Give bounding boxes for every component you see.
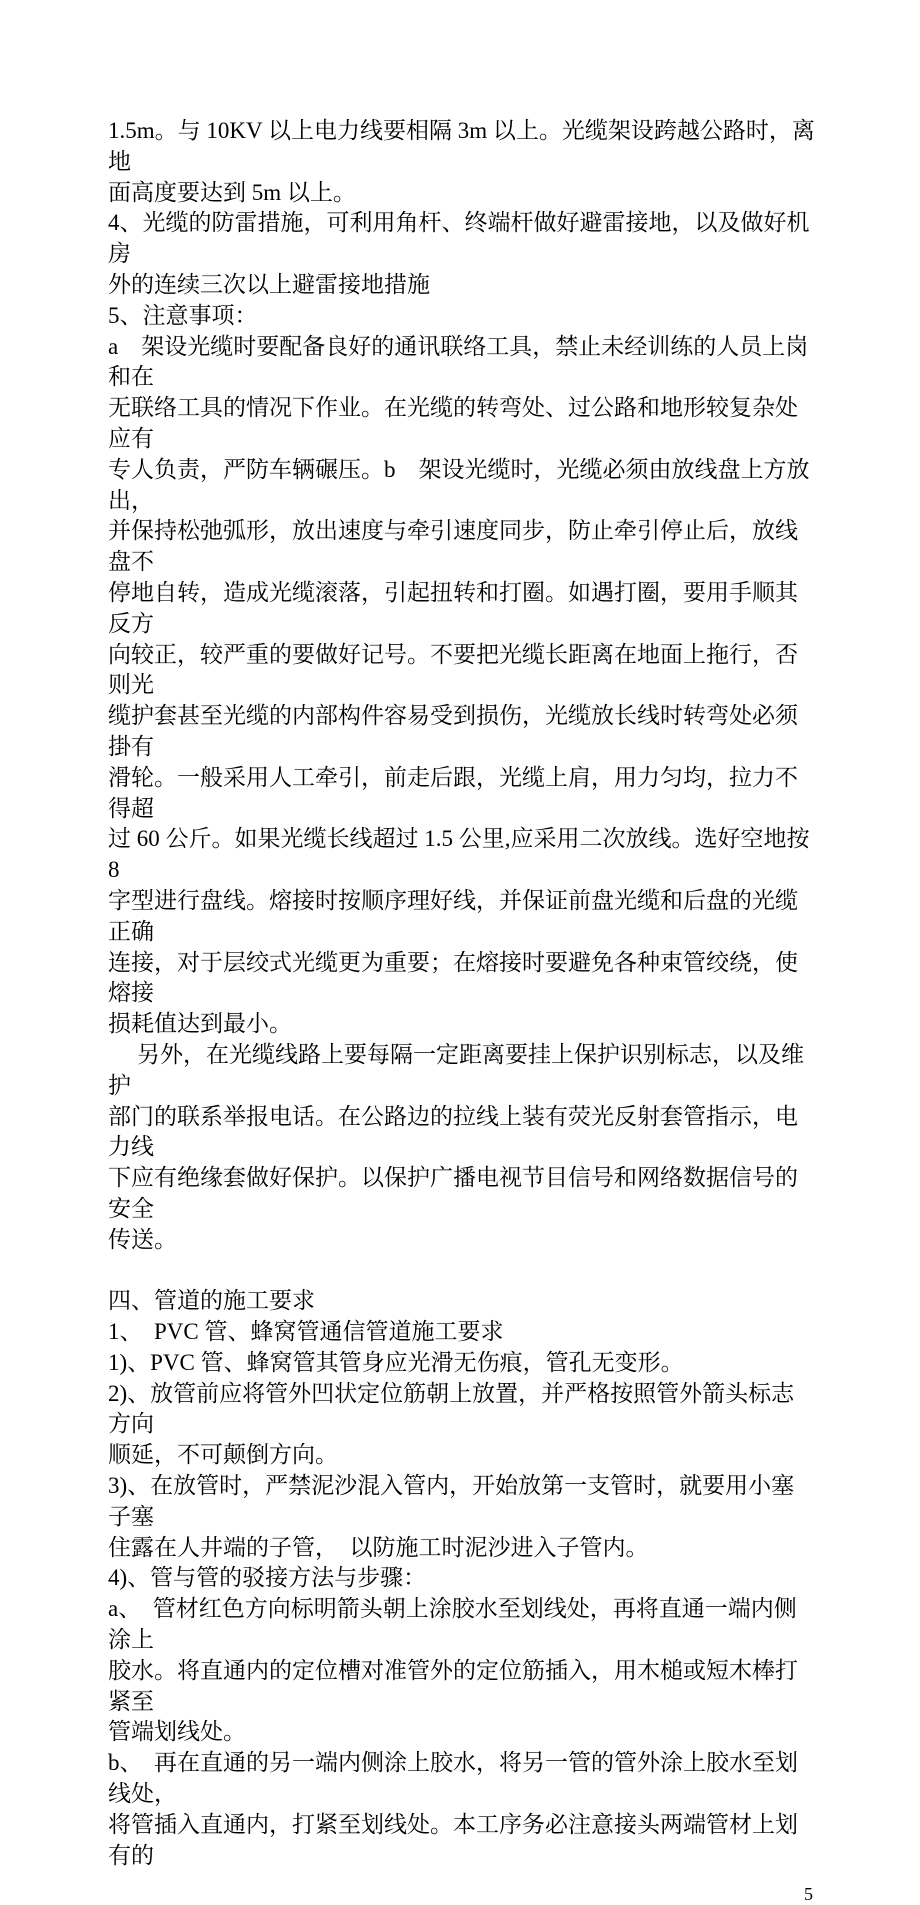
text-line: 连接，对于层绞式光缆更为重要；在熔接时要避免各种束管绞绕，使熔接 bbox=[108, 949, 798, 1006]
text-line: 缆护套甚至光缆的内部构件容易受到损伤，光缆放长线时转弯处必须掛有 bbox=[108, 703, 798, 759]
text-line: 字型进行盘线。熔接时按顺序理好线，并保证前盘光缆和后盘的光缆正确 bbox=[108, 887, 798, 944]
text-line: 管端划线处。 bbox=[108, 1719, 246, 1745]
text-line: 5、注意事项： bbox=[108, 302, 258, 328]
text-line: 3)、在放管时，严禁泥沙混入管内，开始放第一支管时，就要用小塞子塞 bbox=[108, 1473, 795, 1529]
text-line: 停地自转，造成光缆滚落，引起扭转和打圈。如遇打圈，要用手顺其反方 bbox=[108, 579, 798, 636]
text-line: 另外，在光缆线路上要每隔一定距离要挂上保护识别标志，以及维护 bbox=[108, 1041, 804, 1098]
text-line: 专人负责，严防车辆碾压。b 架设光缆时，光缆必须由放线盘上方放出， bbox=[108, 456, 810, 513]
text-line: a 架设光缆时要配备良好的通讯联络工具，禁止未经训练的人员上岗和在 bbox=[108, 333, 809, 390]
page-number: 5 bbox=[804, 1884, 813, 1905]
text-line: 4、光缆的防雷措施，可利用角杆、终端杆做好避雷接地，以及做好机房 bbox=[108, 210, 810, 267]
text-line: 面高度要达到 5m 以上。 bbox=[108, 179, 356, 205]
text-line: 住露在人井端的子管， 以防施工时泥沙进入子管内。 bbox=[108, 1534, 649, 1560]
text-line: 下应有绝缘套做好保护。以保护广播电视节目信号和网络数据信号的安全 bbox=[108, 1165, 798, 1221]
text-line: 无联络工具的情况下作业。在光缆的转弯处、过公路和地形较复杂处应有 bbox=[108, 395, 798, 451]
text-line: 部门的联系举报电话。在公路边的拉线上装有荧光反射套管指示，电力线 bbox=[108, 1103, 798, 1160]
text-line: 4)、管与管的驳接方法与步骤： bbox=[108, 1565, 427, 1591]
text-line: 1.5m。与 10KV 以上电力线要相隔 3m 以上。光缆架设跨越公路时，离地 bbox=[108, 118, 815, 174]
text-line: b、 再在直通的另一端内侧涂上胶水，将另一管的管外涂上胶水至划线处， bbox=[108, 1750, 798, 1807]
text-line: 损耗值达到最小。 bbox=[108, 1011, 292, 1037]
text-line: 过 60 公斤。如果光缆长线超过 1.5 公里,应采用二次放线。选好空地按 8 bbox=[108, 826, 816, 883]
text-line: 向较正，较严重的要做好记号。不要把光缆长距离在地面上拖行，否则光 bbox=[108, 641, 798, 698]
text-line: 胶水。将直通内的定位槽对准管外的定位筋插入，用木槌或短木棒打紧至 bbox=[108, 1657, 798, 1714]
text-line: 并保持松弛弧形，放出速度与牵引速度同步，防止牵引停止后，放线盘不 bbox=[108, 518, 798, 575]
blank-line bbox=[108, 1255, 816, 1286]
text-line: 顺延，不可颠倒方向。 bbox=[108, 1442, 338, 1468]
section-heading-line: 四、管道的施工要求 bbox=[108, 1288, 315, 1314]
text-line: 2)、放管前应将管外凹状定位筋朝上放置，并严格按照管外箭头标志方向 bbox=[108, 1380, 795, 1437]
text-line: 将管插入直通内，打紧至划线处。本工序务必注意接头两端管材上划有的 bbox=[108, 1811, 798, 1868]
text-line: 传送。 bbox=[108, 1226, 177, 1252]
text-line: 外的连续三次以上避雷接地措施 bbox=[108, 271, 430, 297]
text-line: 滑轮。一般采用人工牵引，前走后跟，光缆上肩，用力匀均，拉力不得超 bbox=[108, 764, 798, 821]
text-line: 1、 PVC 管、蜂窝管通信管道施工要求 bbox=[108, 1319, 504, 1345]
text-line: a、 管材红色方向标明箭头朝上涂胶水至划线处，再将直通一端内侧涂上 bbox=[108, 1596, 797, 1653]
text-line: 1)、PVC 管、蜂窝管其管身应光滑无伤痕，管孔无变形。 bbox=[108, 1349, 684, 1375]
